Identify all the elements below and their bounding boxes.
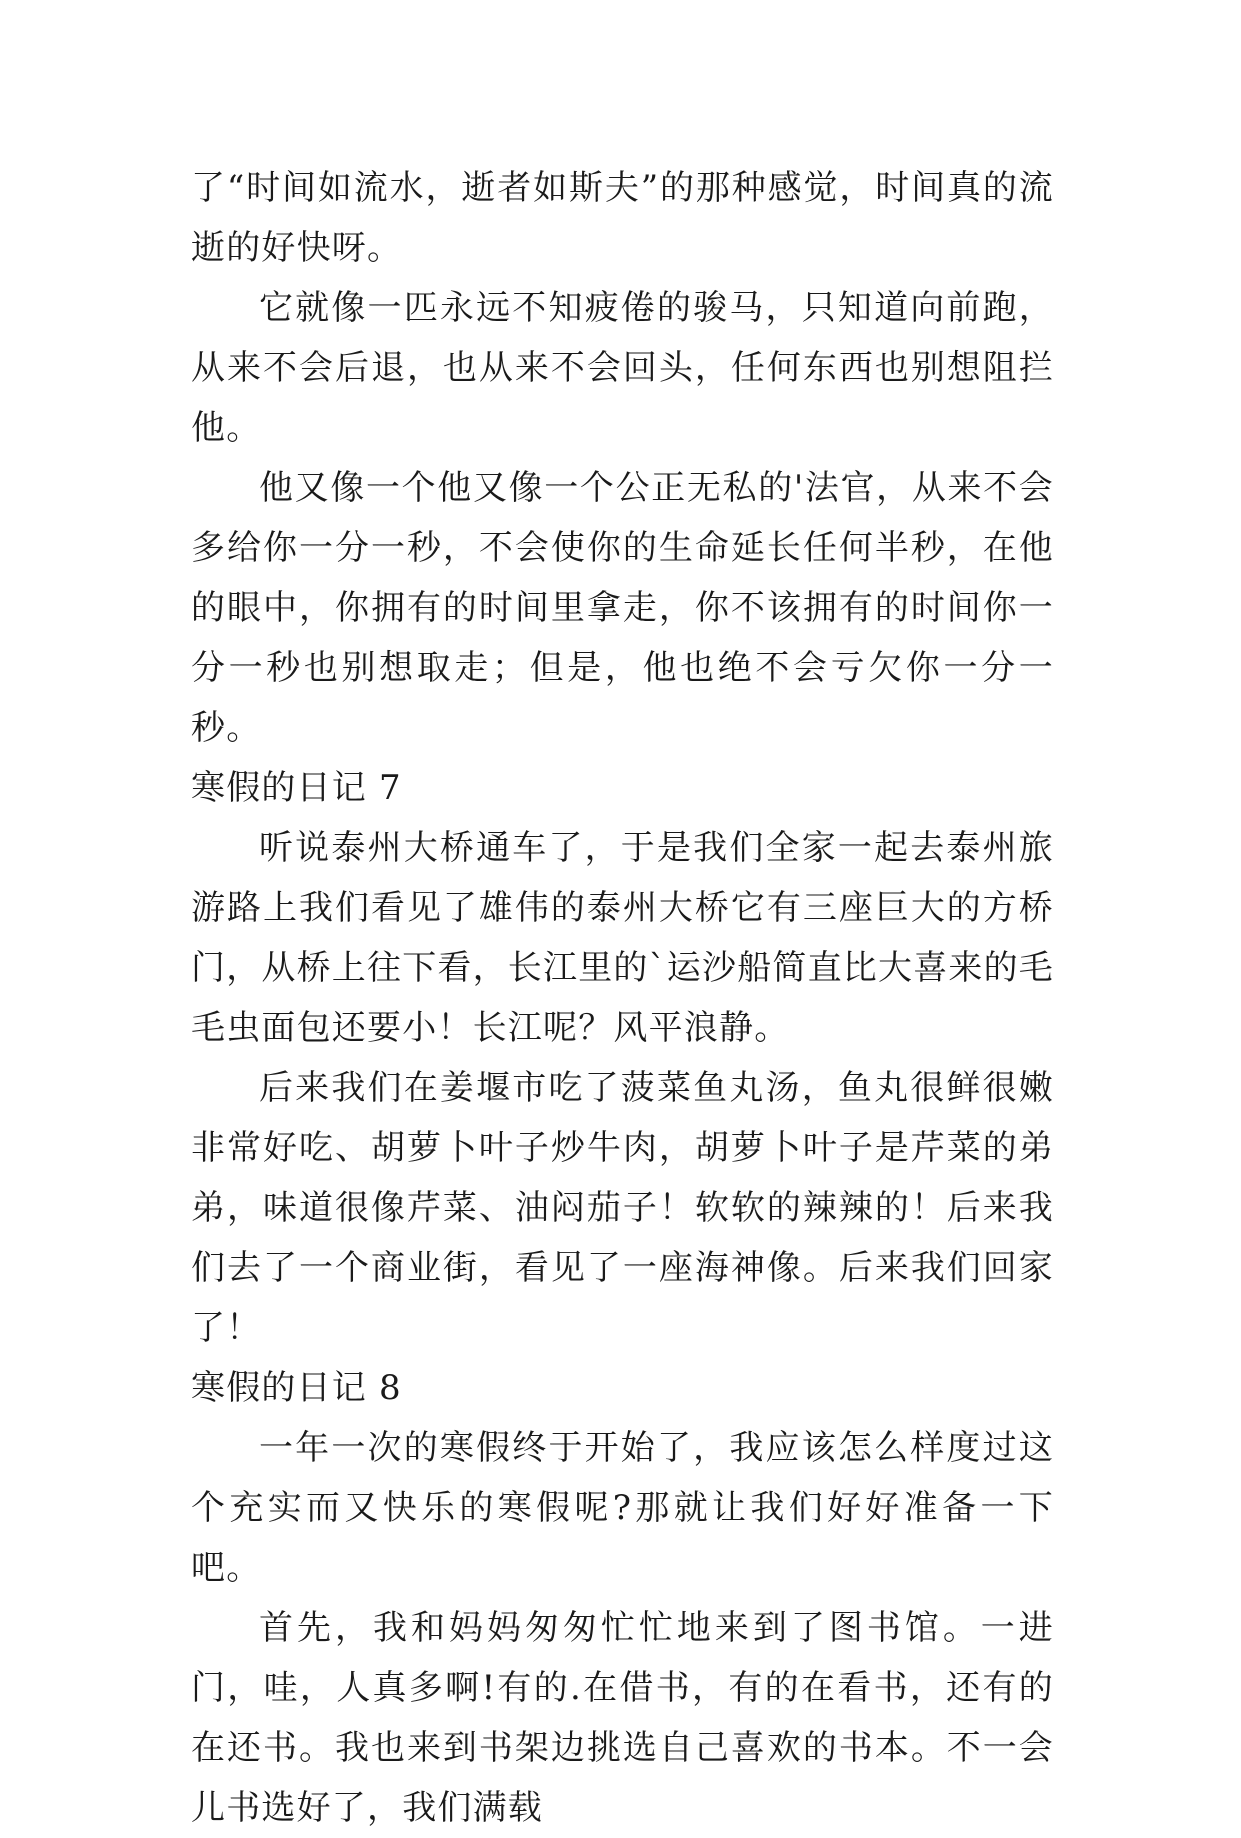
paragraph: 了“时间如流水，逝者如斯夫”的那种感觉，时间真的流逝的好快呀。 [191,168,1054,268]
section-heading: 寒假的日记 8 [191,1368,402,1408]
paragraph: 首先，我和妈妈匆匆忙忙地来到了图书馆。一进门，哇，人真多啊!有的.在借书，有的在看书，还有的在还书。我也来到书架边挑选自己喜欢的书本。不一会儿书选好了，我们满载 [191,1608,1054,1828]
paragraph: 听说泰州大桥通车了，于是我们全家一起去泰州旅游路上我们看见了雄伟的泰州大桥它有三座巨大的方桥门，从桥上往下看，长江里的`运沙船简直比大喜来的毛毛虫面包还要小！长江呢？风平浪静。 [191,828,1054,1048]
paragraph: 它就像一匹永远不知疲倦的骏马，只知道向前跑，从来不会后退，也从来不会回头，任何东西也别想阻拦他。 [191,288,1054,448]
section-heading: 寒假的日记 7 [191,768,402,808]
paragraph: 一年一次的寒假终于开始了，我应该怎么样度过这个充实而又快乐的寒假呢?那就让我们好好准备一下吧。 [191,1428,1054,1588]
paragraph: 后来我们在姜堰市吃了菠菜鱼丸汤，鱼丸很鲜很嫩非常好吃、胡萝卜叶子炒牛肉，胡萝卜叶子是芹菜的弟弟，味道很像芹菜、油闷茄子！软软的辣辣的！后来我们去了一个商业街，看见了一座海神像。后来我们回家了！ [191,1068,1054,1348]
document-body [191,158,1054,1838]
paragraph: 他又像一个他又像一个公正无私的'法官，从来不会多给你一分一秒，不会使你的生命延长任何半秒，在他的眼中，你拥有的时间里拿走，你不该拥有的时间你一分一秒也别想取走；但是，他也绝不会亏欠你一分一秒。 [191,468,1054,748]
